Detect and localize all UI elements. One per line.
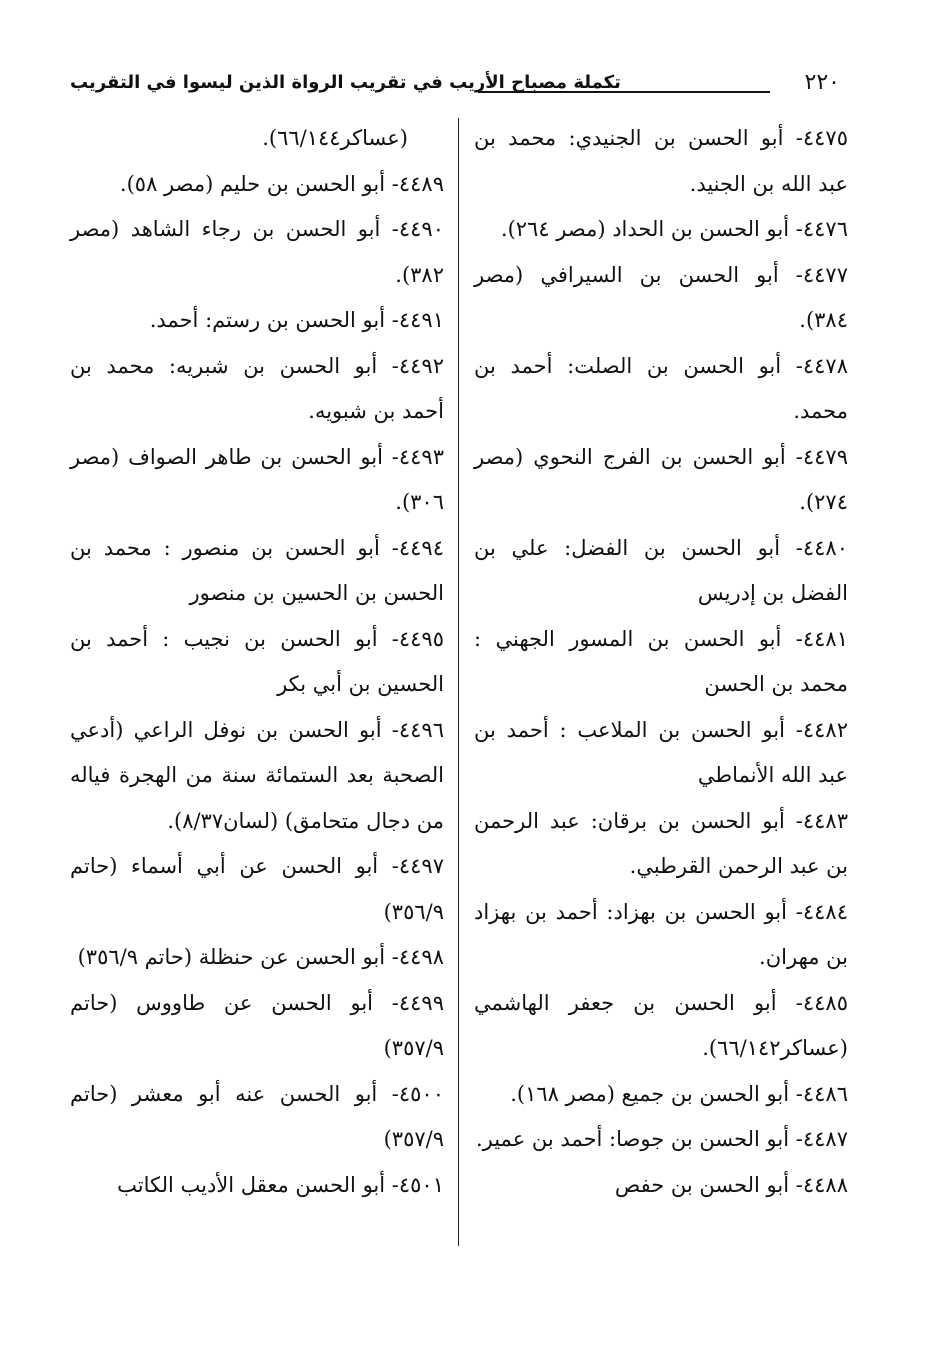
entry-number: ٤٤٨٢-	[795, 717, 848, 742]
header-rule	[478, 91, 770, 93]
entry-4482	[474, 708, 848, 799]
entry-text: أبو الحسن بن السيرافي (مصر ٣٨٤).	[474, 262, 848, 332]
entry-4480	[474, 526, 848, 617]
entry-4477	[474, 253, 848, 344]
entry-text: أبو الحسن بن نوفل الراعي (أدعي الصحبة بعد الستمائة سنة من الهجرة فياله من دجال متحامق) (لسان٨/٣٧).	[70, 717, 444, 833]
entry-number: ٤٤٨٦-	[795, 1081, 848, 1106]
entry-text: أبو الحسن بن جوصا: أحمد بن عمير.	[475, 1127, 796, 1151]
entry-text: أبو الحسن بن طاهر الصواف (مصر ٣٠٦).	[70, 444, 444, 514]
entry-number: ٤٤٨١-	[795, 626, 848, 651]
running-title: تكملة مصباح الأريب في تقريب الرواة الذين ليسوا في التقريب	[70, 72, 621, 93]
entry-4496	[70, 708, 444, 845]
entry-number: ٤٤٧٨-	[795, 353, 848, 378]
entry-4491	[70, 298, 444, 344]
entry-4499	[70, 981, 444, 1072]
entry-number: ٤٤٩٤-	[391, 535, 444, 560]
entry-number: ٤٤٩٦-	[391, 717, 444, 742]
entry-text: أبو الحسن بن حفص	[614, 1172, 796, 1197]
entry-4476	[474, 207, 848, 253]
entry-4475	[474, 116, 848, 207]
entry-4478	[474, 344, 848, 435]
entry-4488	[474, 1163, 848, 1209]
running-header	[70, 72, 850, 106]
entry-4494	[70, 526, 444, 617]
entry-number: ٤٤٨٤-	[795, 899, 848, 924]
entry-number: ٤٤٧٥-	[795, 126, 848, 150]
entry-text: أبو الحسن بن الصلت: أحمد بن محمد.	[474, 353, 848, 423]
entry-number: ٤٤٩١-	[391, 308, 444, 332]
entry-text: أبو الحسن عنه أبو معشر (حاتم ٣٥٧/٩)	[70, 1081, 444, 1151]
entry-4489	[70, 162, 444, 208]
entry-text: أبو الحسن بن جعفر الهاشمي (عساكر٦٦/١٤٢).	[474, 990, 848, 1060]
entry-4495	[70, 617, 444, 708]
entry-text: أبو الحسن بن حليم (مصر ٥٨).	[119, 171, 392, 196]
column-divider	[458, 118, 459, 1246]
page-number: ٢٢٠	[804, 70, 840, 95]
entry-4487	[474, 1117, 848, 1163]
entry-4486	[474, 1072, 848, 1118]
entry-text: أبو الحسن بن نجيب : أحمد بن الحسين بن أبي بكر	[70, 626, 444, 696]
entry-number: ٤٥٠١-	[391, 1172, 444, 1197]
entry-number: ٤٤٧٩-	[795, 444, 848, 469]
entry-text: أبو الحسن بن بهزاد: أحمد بن بهزاد بن مهران.	[474, 899, 848, 969]
entry-text: أبو الحسن بن منصور : محمد بن الحسن بن الحسين بن منصور	[70, 535, 444, 605]
entry-4497	[70, 844, 444, 935]
entry-number: ٤٤٨٩-	[391, 171, 444, 196]
entry-text: أبو الحسن بن شبريه: محمد بن أحمد بن شبويه.	[70, 353, 444, 423]
entry-text: أبو الحسن بن رجاء الشاهد (مصر ٣٨٢).	[70, 217, 444, 287]
entry-text: أبو الحسن بن المسور الجهني : محمد بن الحسن	[474, 626, 848, 696]
entry-text: أبو الحسن بن الفرج النحوي (مصر ٢٧٤).	[474, 444, 848, 514]
entry-number: ٤٤٩٠-	[391, 217, 444, 241]
entry-4485	[474, 981, 848, 1072]
entry-number: ٤٤٩٨-	[391, 945, 444, 969]
entry-4483	[474, 799, 848, 890]
entry-4484	[474, 890, 848, 981]
entry-4501	[70, 1163, 444, 1209]
right-column	[474, 116, 848, 1208]
entry-4500	[70, 1072, 444, 1163]
entry-4481	[474, 617, 848, 708]
entry-number: ٤٤٨٨-	[795, 1172, 848, 1197]
entry-number: ٤٤٨٧-	[795, 1127, 848, 1151]
entry-text: أبو الحسن بن الجنيدي: محمد بن عبد الله بن الجنيد.	[474, 126, 848, 196]
entry-text: أبو الحسن بن الحداد (مصر ٢٦٤).	[500, 217, 796, 241]
entry-4488-continuation: (عساكر٦٦/١٤٤).	[262, 126, 408, 150]
entry-number: ٤٤٨٠-	[795, 535, 848, 560]
entry-number: ٤٤٩٣-	[391, 444, 444, 469]
entry-number: ٤٤٧٦-	[795, 217, 848, 241]
entry-4492	[70, 344, 444, 435]
entry-text: أبو الحسن عن حنظلة (حاتم ٣٥٦/٩)	[77, 945, 392, 969]
entry-number: ٤٥٠٠-	[391, 1081, 444, 1106]
entry-text: أبو الحسن بن جميع (مصر ١٦٨).	[510, 1081, 796, 1106]
entry-text: أبو الحسن بن برقان: عبد الرحمن بن عبد الرحمن القرطبي.	[474, 808, 848, 878]
entry-number: ٤٤٨٥-	[795, 990, 848, 1015]
entry-number: ٤٤٩٩-	[391, 990, 444, 1015]
entry-4498	[70, 935, 444, 981]
entry-4479	[474, 435, 848, 526]
entry-text: أبو الحسن بن الفضل: علي بن الفضل بن إدريس	[474, 535, 848, 605]
entry-number: ٤٤٩٢-	[391, 353, 444, 378]
entry-4493	[70, 435, 444, 526]
entry-number: ٤٤٧٧-	[795, 262, 848, 287]
entry-text: أبو الحسن بن رستم: أحمد.	[149, 308, 392, 332]
entry-number: ٤٤٩٧-	[391, 854, 444, 878]
left-column	[70, 116, 444, 1208]
entry-number: ٤٤٨٣-	[795, 808, 848, 833]
entry-text: أبو الحسن عن أبي أسماء (حاتم ٣٥٦/٩)	[70, 854, 444, 924]
entry-number: ٤٤٩٥-	[391, 626, 444, 651]
entry-4490	[70, 207, 444, 298]
entry-text: أبو الحسن بن الملاعب : أحمد بن عبد الله الأنماطي	[474, 717, 848, 787]
entry-text: أبو الحسن معقل الأديب الكاتب	[117, 1172, 392, 1197]
entry-text: أبو الحسن عن طاووس (حاتم ٣٥٧/٩)	[70, 990, 444, 1060]
